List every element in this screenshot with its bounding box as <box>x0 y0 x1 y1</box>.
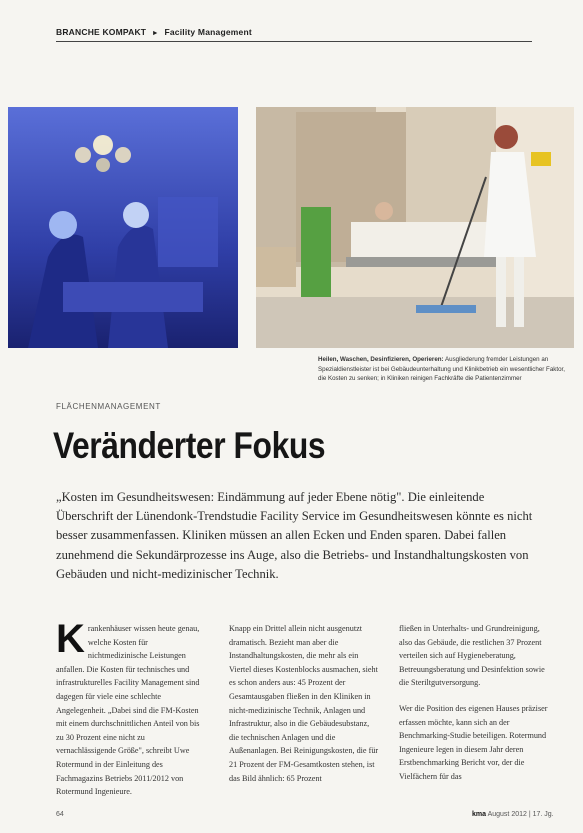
article-title: Veränderter Fokus <box>53 425 326 466</box>
drop-cap: K <box>56 617 85 661</box>
operating-room-photo <box>8 107 238 348</box>
body-column-2 <box>229 622 379 797</box>
article-kicker: FLÄCHENMANAGEMENT <box>56 402 161 411</box>
section-label: BRANCHE KOMPAKT <box>56 27 147 37</box>
section-header <box>56 27 252 37</box>
body-column-1 <box>56 617 206 811</box>
caption-bold: Heilen, Waschen, Desinfizieren, Operieren: <box>318 356 444 363</box>
header-rule <box>56 41 532 42</box>
photo-caption <box>318 355 568 384</box>
magazine-name: kma <box>472 811 487 818</box>
col3-paragraph-2: Wer die Position des eigenen Hauses präziser erfassen möchte, kann sich an der Benchmarking-Studie beteiligen. Rotermund Ingenieure legen in diesem Jahr deren Erstbenchmarking Bericht vor, der die Vielfächern für das <box>399 703 548 781</box>
body-column-3 <box>399 622 549 796</box>
page-number: 64 <box>56 811 64 818</box>
patient-room-photo <box>256 107 574 348</box>
caption-text: Ausgliederung fremder Leistungen an Spezialdienstleister ist bei Gebäudeunterhaltung und Klinikbetrieb ein wesentlicher Faktor, die Kosten zu senken; in Kliniken reinigen Fachkräfte die Patientenzimmer <box>318 356 565 383</box>
triangle-right-icon: ► <box>151 30 159 37</box>
col2-paragraph: Knapp ein Drittel allein nicht ausgenutzt dramatisch. Bezieht man aber die Instandhaltungskosten, die mehr als ein Viertel dieses Kostenblocks ausmachen, sieht es schon anders aus: 45 Prozent der Gesamtausgaben fließen in den Kliniken in nicht-medizinische Technik, Anlagen und Infrastruktur, also in die Gebäudesubstanz, die technischen Anlagen und die Außenanlagen. Bei Reinigungskosten, die für 21 Prozent der FM-Gesamtkosten stehen, ist das Bild ähnlich: 65 Prozent <box>229 624 379 783</box>
col1-text: rankenhäuser wissen heute genau, welche Kosten für nichtmedizinische Leistungen anfallen. Die Kosten für technisches und infrastrukturelles Facility Management sind dagegen für viele eine schlechte Angelegenheit. „Dabei sind die FM-Kosten mit einem durchschnittlichen Anteil von bis zu 30 Prozent eine nicht zu vernachlässigende Größe", schreibt Uwe Rotermund in der Einleitung des Fachmagazins Betriebs 2011/2012 von Rotermund Ingenieure. <box>56 624 200 797</box>
magazine-footer <box>472 811 554 818</box>
col3-paragraph-1: fließen in Unterhalts- und Grundreinigung, also das Gebäude, die restlichen 37 Prozent verteilen sich auf Hygieneberatung, Betreuungsberatung und Desinfektion sowie die Steriltgutversorgung. <box>399 624 545 688</box>
issue-label: August 2012 | 17. Jg. <box>487 811 554 818</box>
topic-label: Facility Management <box>164 27 252 37</box>
article-lead: „Kosten im Gesundheitswesen: Eindämmung auf jeder Ebene nötig". Die einleitende Überschrift der Lünendonk-Trendstudie Facility Service im Gesundheitswesen könnte es nicht besser zusammenfassen. Kliniken müssen an allen Ecken und Enden sparen. Dabei fallen zunehmend die Sekundärprozesse ins Auge, also die Betriebs- und Instandhaltungskosten von Gebäuden und nicht-medizinischer Technik. <box>56 490 533 581</box>
